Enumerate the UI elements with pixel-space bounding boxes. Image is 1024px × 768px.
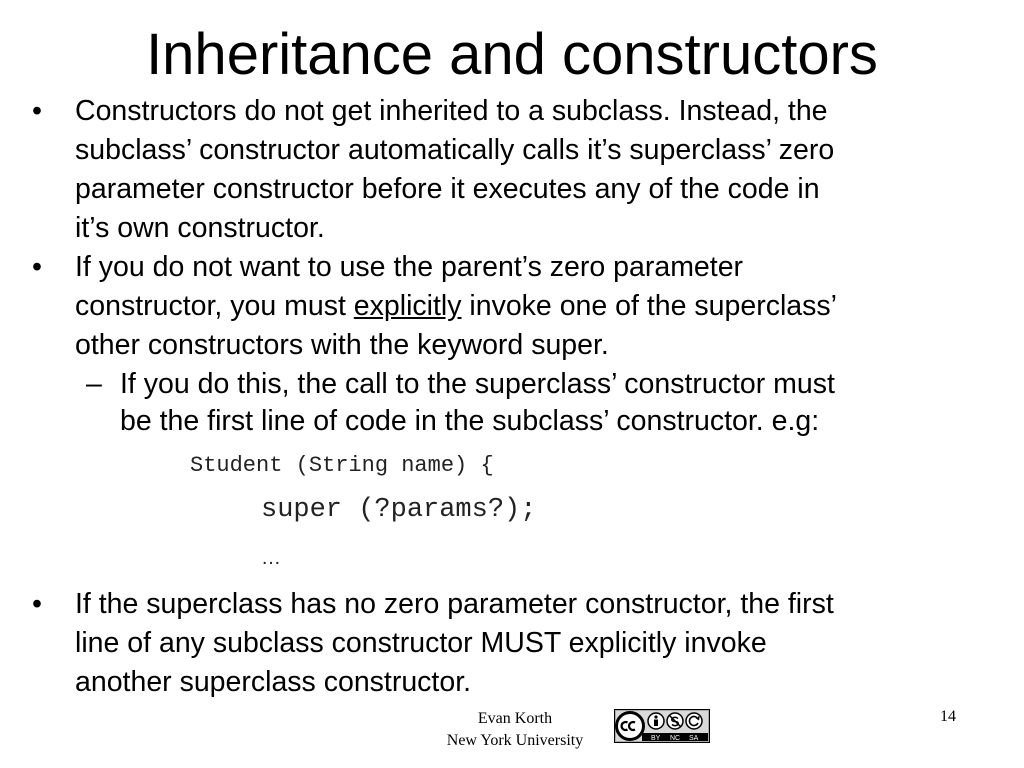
- author-name: Evan Korth: [477, 710, 553, 727]
- bullet-2-line-2-end: invoke one of the superclass’: [461, 290, 837, 322]
- sub-bullet-line-2: be the first line of code in the subclass’ constructor. e.g:: [120, 405, 820, 437]
- explicitly-emphasis: explicitly: [353, 290, 462, 322]
- bullet-marker: •: [32, 251, 42, 283]
- bullet-2-line-1: If you do not want to use the parent’s zero parameter: [75, 251, 744, 283]
- code-line-1: Student (String name) {: [190, 453, 494, 478]
- bullet-marker: •: [32, 95, 42, 127]
- bullet-3-line-2: line of any subclass constructor MUST explicitly invoke: [75, 627, 767, 659]
- license-by-label: BY: [651, 735, 661, 742]
- sub-bullet: [86, 366, 1000, 440]
- slide-title: Inheritance and constructors: [146, 22, 878, 87]
- bullet-3: [32, 585, 1005, 702]
- bullet-1-line-3: parameter constructor before it executes any of the code in: [75, 173, 820, 205]
- bullet-2-line-2-start: constructor, you must: [75, 290, 354, 322]
- bullet-1: [32, 92, 1005, 248]
- bullet-1-line-4: it’s own constructor.: [75, 212, 325, 244]
- bullet-3-line-1: If the superclass has no zero parameter constructor, the first: [75, 588, 834, 620]
- code-line-2: super (?params?);: [261, 495, 537, 525]
- bullet-3-line-3: another superclass constructor.: [75, 666, 472, 698]
- license-nc-label: NC: [670, 735, 681, 742]
- sub-bullet-line-1: If you do this, the call to the superclass’ constructor must: [120, 368, 835, 400]
- footer-author: [400, 708, 630, 752]
- sub-bullet-marker: –: [86, 368, 102, 400]
- bullet-marker: •: [32, 588, 42, 620]
- bullet-1-line-1: Constructors do not get inherited to a subclass. Instead, the: [75, 95, 828, 127]
- bullet-2-line-2: [75, 287, 1005, 326]
- bullet-2: [32, 248, 1005, 365]
- creative-commons-license-icon: [614, 709, 710, 743]
- code-line-3: …: [261, 547, 281, 569]
- bullet-1-line-2: subclass’ constructor automatically calls it’s superclass’ zero: [75, 134, 835, 166]
- author-institution: New York University: [446, 732, 584, 749]
- bullet-2-line-3: other constructors with the keyword super.: [75, 329, 609, 361]
- page-number: 14: [940, 708, 956, 725]
- license-sa-label: SA: [689, 735, 699, 742]
